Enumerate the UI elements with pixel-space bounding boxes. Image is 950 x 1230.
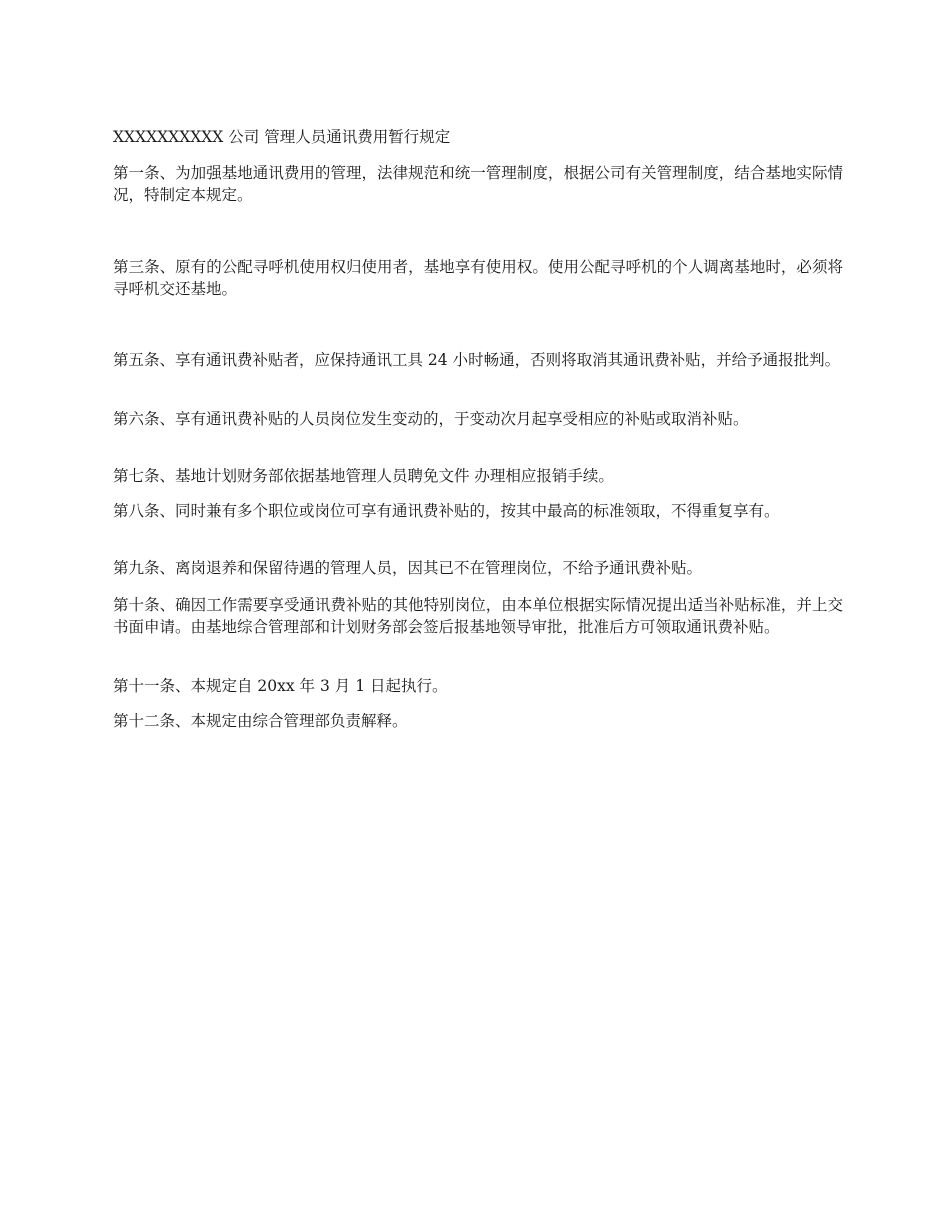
article-5: 第五条、享有通讯费补贴者，应保持通讯工具 24 小时畅通，否则将取消其通讯费补贴，并给予通报批判。 [113,351,841,369]
document-title: XXXXXXXXXX 公司 管理人员通讯费用暂行规定 [113,128,451,146]
article-3: 第三条、原有的公配寻呼机使用权归使用者，基地享有使用权。使用公配寻呼机的个人调离基地时，必须将寻呼机交还基地。 [113,258,843,298]
article-10: 第十条、确因工作需要享受通讯费补贴的其他特别岗位，由本单位根据实际情况提出适当补贴标准，并上交书面申请。由基地综合管理部和计划财务部会签后报基地领导审批，批准后方可领取通讯费补贴。 [113,596,843,636]
article-9: 第九条、离岗退养和保留待遇的管理人员，因其已不在管理岗位，不给予通讯费补贴。 [113,559,703,577]
article-12: 第十二条、本规定由综合管理部负责解释。 [113,712,408,730]
article-6: 第六条、享有通讯费补贴的人员岗位发生变动的，于变动次月起享受相应的补贴或取消补贴。 [113,410,749,428]
article-11: 第十一条、本规定自 20xx 年 3 月 1 日起执行。 [113,677,448,695]
article-1: 第一条、为加强基地通讯费用的管理，法律规范和统一管理制度，根据公司有关管理制度，结合基地实际情况，特制定本规定。 [113,164,843,204]
article-7: 第七条、基地计划财务部依据基地管理人员聘免文件 办理相应报销手续。 [113,467,614,485]
article-8: 第八条、同时兼有多个职位或岗位可享有通讯费补贴的，按其中最高的标准领取，不得重复享有。 [113,502,780,520]
